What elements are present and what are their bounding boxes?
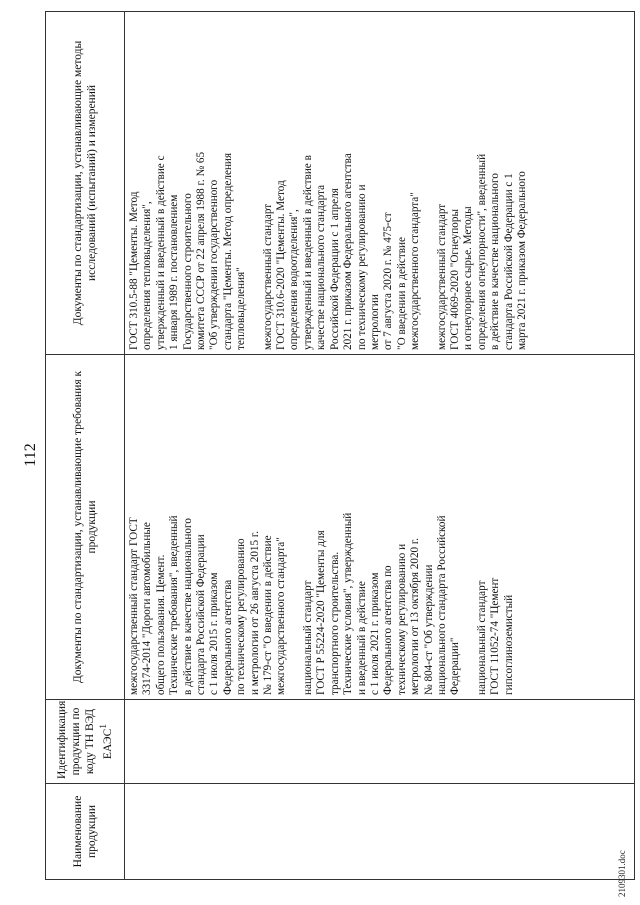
header-product-requirements: Документы по стандартизации, устанавливающие требования к продукции — [46, 355, 125, 700]
table-header-row — [46, 12, 125, 880]
method-gost-310-6: межгосударственный стандарт ГОСТ 310.6-2020 "Цементы. Метод определения водоотделения", утвержденный и введенный в действие в качестве национального стандарта Российской Федерации с 1 апреля 2021 г. приказом Федерального агентства по техническому регулированию и метрологии от 7 августа 2020 г. № 475-ст "О введении в действие межгосударственного стандарта" — [261, 153, 422, 350]
method-gost-4069: межгосударственный стандарт ГОСТ 4069-2020 "Огнеупоры и огнеупорное сырье. Методы определения огнеупорности", введенный в действие в качестве национального стандарта Российской Федерации с 1 марта 2021 г. приказом Федерального — [435, 153, 528, 350]
header-product-name: Наименование продукции — [46, 784, 125, 880]
cell-tnved-code — [125, 700, 635, 784]
document-file-code: 2109301.doc — [617, 850, 627, 897]
cell-requirements — [125, 355, 635, 700]
method-gost-310-5: ГОСТ 310.5-88 "Цементы. Метод определения тепловыделения", утвержденный и введенный в действие с 1 января 1989 г. постановлением Государственного строительного комитета СССР от 22 апреля 1988 г. № 65 "Об утверждении государственного стандарта "Цементы. Метод определения тепловыделения" — [128, 151, 248, 350]
table-row — [125, 12, 635, 880]
header-tnved-code: Идентификация продукции по коду ТН ВЭД ЕАЭС$^1$ — [46, 700, 125, 784]
page-number: 112 — [22, 443, 39, 467]
standards-table — [45, 11, 635, 880]
cell-methods — [125, 12, 635, 355]
requirement-gost-r-55224: национальный стандарт ГОСТ Р 55224-2020 "Цементы для транспортного строительства. Технические условия", утвержденный и введенный в действие с 1 июля 2021 г. приказом Федерального агентства по техническому регулированию и метрологии от 13 октября 2020 г. № 804-ст "Об утверждении национального стандарта Российской Федерации" — [301, 512, 462, 695]
footnote-mark: 1 — [98, 723, 110, 729]
requirement-gost-11052: национальный стандарт ГОСТ 11052-74 "Цемент гипсоглиноземистый — [475, 577, 515, 695]
header-test-methods: Документы по стандартизации, устанавливающие методы исследований (испытаний) и измерений — [46, 12, 125, 355]
requirement-gost-33174: межгосударственный стандарт ГОСТ 33174-2014 "Дороги автомобильные общего пользования. Цемент. Технические требования", введенный в действие в качестве национального стандарта Российской Федерации с 1 июля 2015 г. приказом Федерального агентства по техническому регулированию и метрологии от 26 августа 2015 г. № 179-ст "О введении в действие межгосударственного стандарта" — [128, 515, 288, 695]
cell-product-name — [125, 784, 635, 880]
